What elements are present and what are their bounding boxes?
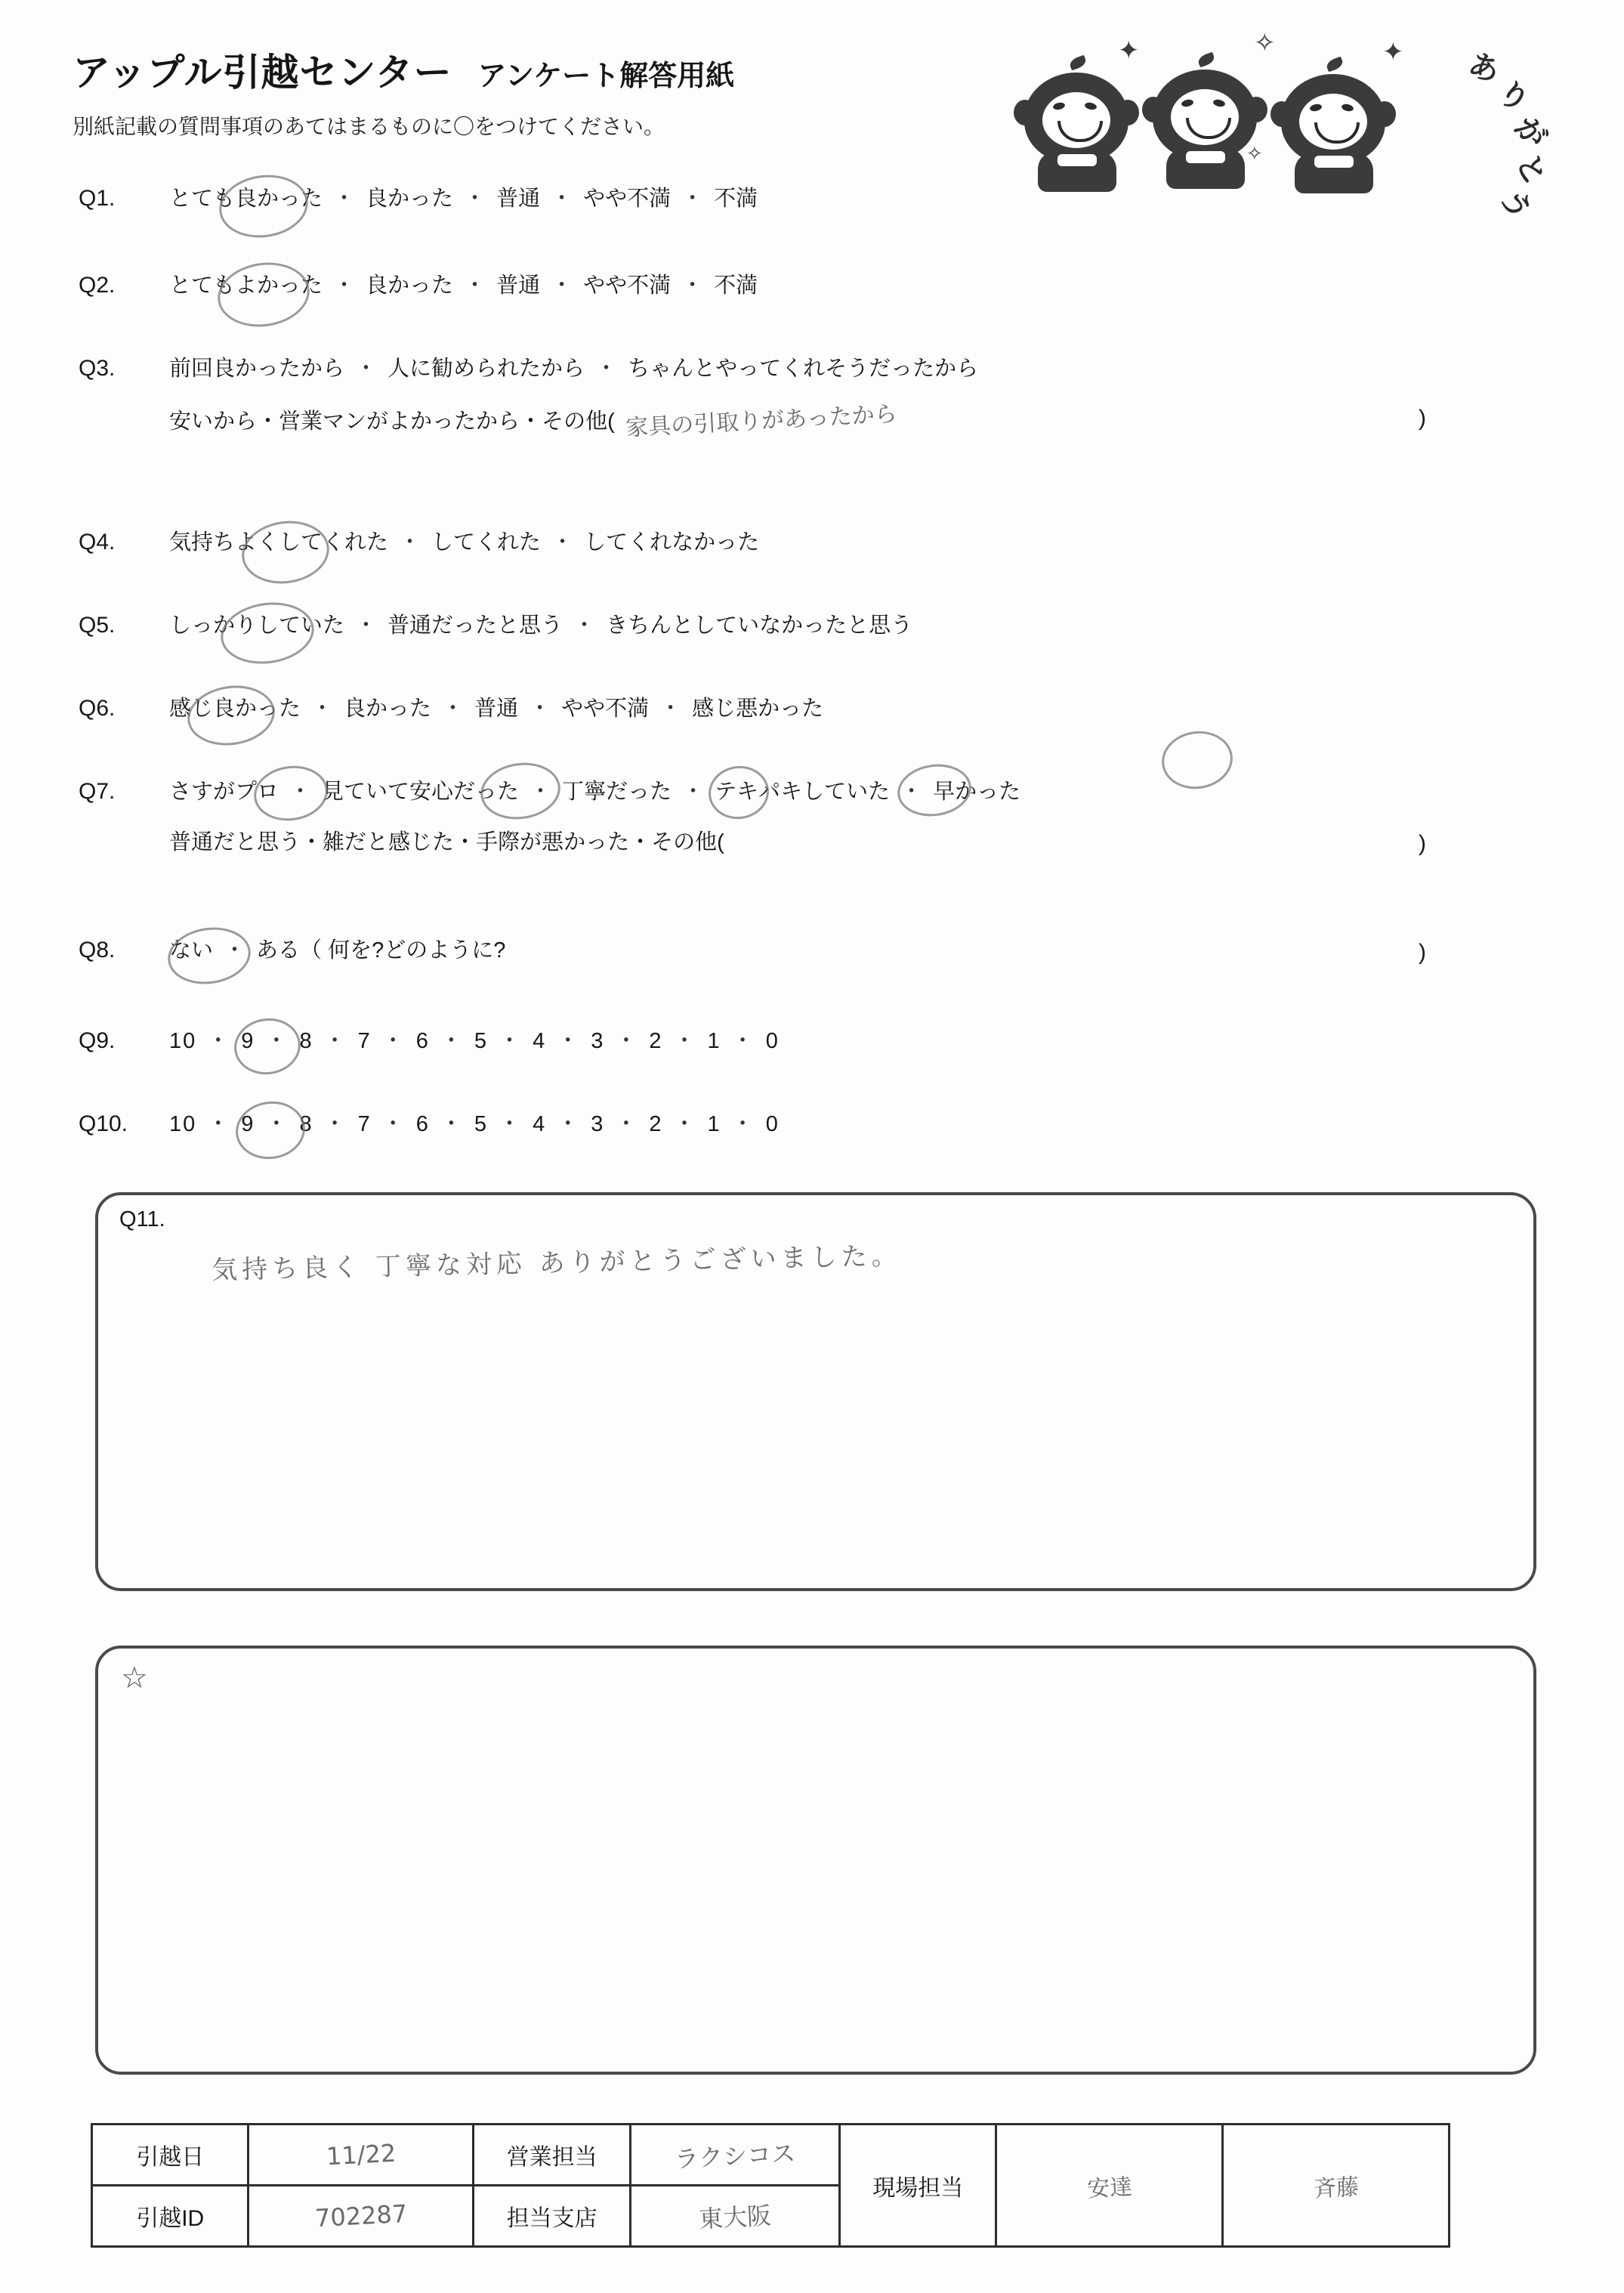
q7-close-paren: ) [1419,831,1426,856]
scale-option[interactable]: 10 [169,1112,197,1136]
option-other[interactable]: その他( [651,830,724,854]
scale-option[interactable]: 8 [299,1029,313,1053]
scale-option[interactable]: 9 [241,1112,255,1136]
page-title: アンケート解答用紙 [477,60,735,92]
monkey-icon [1148,53,1261,166]
instruction-text: 別紙記載の質問事項のあてはまるものに〇をつけてください。 [73,115,665,138]
option[interactable]: 見ていて安心だった [322,780,520,804]
option[interactable]: 手際が悪かった [476,830,630,854]
option[interactable]: とてもよかった [169,273,323,298]
thanks-char: が [1508,110,1553,156]
sparkle-icon: ✧ [1246,142,1263,165]
option[interactable]: テキパキしていた [715,780,891,804]
table-row [92,2125,1450,2186]
question-q6: Q6. 感じ良かった ・ 良かった ・ 普通 ・ やや不満 ・ 感じ悪かった [79,696,824,721]
value-site-staff-1: 安達 [996,2125,1223,2247]
option[interactable]: 普通 [474,697,519,721]
option[interactable]: さすがプロ [169,780,279,804]
scale-option[interactable]: 3 [591,1029,605,1053]
option[interactable]: 不満 [714,273,758,298]
option[interactable]: してくれた [431,530,542,555]
question-q10: Q10. 10 ・ 9 ・ 8 ・ 7 ・ 6 ・ 5 ・ 4 ・ 3 ・ 2 ・ 1 ・ 0 [79,1111,780,1136]
company-brand: アップル引越センター [73,51,452,94]
handwritten-q3-other: 家具の引取りがあったから [625,400,898,442]
option[interactable]: 人に勧められたから [387,357,585,381]
option[interactable]: 気持ちよくしてくれた [169,530,389,555]
comment-box-star[interactable] [95,1646,1536,2075]
question-q4: Q4. 気持ちよくしてくれた ・ してくれた ・ してくれなかった [79,530,760,555]
question-id: Q6. [79,696,116,721]
q3-close-paren: ) [1419,406,1426,431]
thank-you-text [1398,39,1555,224]
option[interactable]: 普通 [496,187,541,211]
option[interactable]: してくれなかった [584,530,760,555]
scale-option[interactable]: 4 [533,1112,547,1136]
monkey-icon [1277,57,1390,171]
value-branch: 東大阪 [630,2186,839,2247]
option[interactable]: 良かった [344,697,432,721]
option[interactable]: やや不満 [583,273,672,298]
question-q9: Q9. 10 ・ 9 ・ 8 ・ 7 ・ 6 ・ 5 ・ 4 ・ 3 ・ 2 ・ 1 ・ 0 [79,1028,780,1053]
scale-option[interactable]: 10 [169,1029,197,1053]
option[interactable]: 普通だったと思う [387,613,563,638]
scale-option[interactable]: 9 [241,1029,255,1053]
footer-table [91,2123,1450,2248]
question-id: Q4. [79,530,116,555]
scale-option[interactable]: 2 [649,1029,663,1053]
option[interactable]: やや不満 [561,697,650,721]
option[interactable]: 普通 [496,273,541,298]
option[interactable]: 早かった [933,780,1021,804]
label-site-staff: 現場担当 [840,2125,996,2247]
value-move-id: 702287 [249,2186,474,2247]
value-site-staff-2: 斉藤 [1223,2125,1450,2247]
mascot-illustration [997,29,1556,224]
option[interactable]: 前回良かったから [169,357,345,381]
scale-option[interactable]: 5 [474,1029,489,1053]
scale-option[interactable]: 3 [591,1112,605,1136]
option[interactable]: ある（ 何を?どのように? [256,938,506,963]
option[interactable]: ない [169,938,214,963]
option[interactable]: しっかりしていた [169,613,345,638]
value-sales-rep: ラクシコス [630,2125,839,2186]
option[interactable]: やや不満 [583,187,672,211]
scale-option[interactable]: 7 [357,1112,372,1136]
monkey-icon [1020,56,1133,169]
label-branch: 担当支店 [474,2186,630,2247]
option[interactable]: 営業マンがよかったから [279,409,520,434]
question-id: Q10. [79,1111,128,1136]
option[interactable]: 安いから [169,409,258,434]
page-header [73,42,1054,141]
option[interactable]: 良かった [366,187,454,211]
label-move-date: 引越日 [92,2125,249,2186]
scale-option[interactable]: 6 [415,1029,430,1053]
option[interactable]: 雑だと感じた [323,830,455,854]
question-q5: Q5. しっかりしていた ・ 普通だったと思う ・ きちんとしていなかったと思う [79,613,913,638]
star-icon: ☆ [121,1661,148,1695]
sparkle-icon: ✦ [1382,38,1404,66]
scale-option[interactable]: 1 [707,1029,721,1053]
option-other[interactable]: その他( [542,409,615,434]
option[interactable]: とても良かった [169,187,323,211]
q8-close-paren: ) [1419,940,1426,965]
question-id: Q3. [79,356,116,381]
sparkle-icon: ✦ [1118,36,1140,65]
scale-option[interactable]: 5 [474,1112,489,1136]
scale-option[interactable]: 2 [649,1112,663,1136]
question-id: Q7. [79,779,116,804]
scale-option[interactable]: 6 [415,1112,430,1136]
option[interactable]: ちゃんとやってくれそうだったから [628,357,979,381]
option[interactable]: きちんとしていなかったと思う [606,613,913,638]
thanks-char: り [1492,74,1536,119]
thanks-char: あ [1464,48,1504,89]
question-q7: Q7. さすがプロ ・ 見ていて安心だった ・ 丁寧だった ・ テキパキしていた ・ 早かった 普通だと思う・雑だと感じた・手際が悪かった・その他( [79,779,1021,854]
scale-option[interactable]: 8 [299,1112,313,1136]
comment-box-q11[interactable] [95,1192,1536,1591]
label-move-id: 引越ID [92,2186,249,2247]
question-q8: Q8. ない ・ ある（ 何を?どのように? [79,938,506,963]
scale-option[interactable]: 0 [765,1112,780,1136]
question-id: Q5. [79,613,116,638]
question-id: Q1. [79,186,116,211]
handwritten-comment: 気持ち良く 丁寧な対応 ありがとうございました。 [211,1241,903,1286]
pencil-circle-q7-e [1158,727,1237,793]
question-q3: Q3. 前回良かったから ・ 人に勧められたから ・ ちゃんとやってくれそうだったから 安いから・営業マンがよかったから・その他( 家具の引取りがあったから [79,356,979,442]
question-q2: Q2. とてもよかった ・ 良かった ・ 普通 ・ やや不満 ・ 不満 [79,273,758,298]
option[interactable]: 丁寧だった [562,780,672,804]
scale-option[interactable]: 1 [707,1112,721,1136]
thanks-char: う [1494,185,1536,224]
scale-option[interactable]: 4 [533,1029,547,1053]
scale-option[interactable]: 7 [357,1029,372,1053]
value-move-date: 11/22 [249,2125,474,2186]
question-id: Q11. [119,1207,165,1231]
option[interactable]: 普通だと思う [169,830,301,854]
sparkle-icon: ✧ [1254,29,1276,57]
scale-option[interactable]: 0 [765,1029,780,1053]
option[interactable]: 感じ悪かった [692,697,824,721]
question-id: Q9. [79,1028,116,1053]
label-sales-rep: 営業担当 [474,2125,630,2186]
question-id: Q2. [79,273,116,298]
question-q1: Q1. とても良かった ・ 良かった ・ 普通 ・ やや不満 ・ 不満 [79,186,758,211]
option[interactable]: 感じ良かった [169,697,301,721]
question-id: Q8. [79,938,116,963]
thanks-char: と [1508,148,1554,192]
option[interactable]: 良かった [366,273,454,298]
option[interactable]: 不満 [714,187,758,211]
